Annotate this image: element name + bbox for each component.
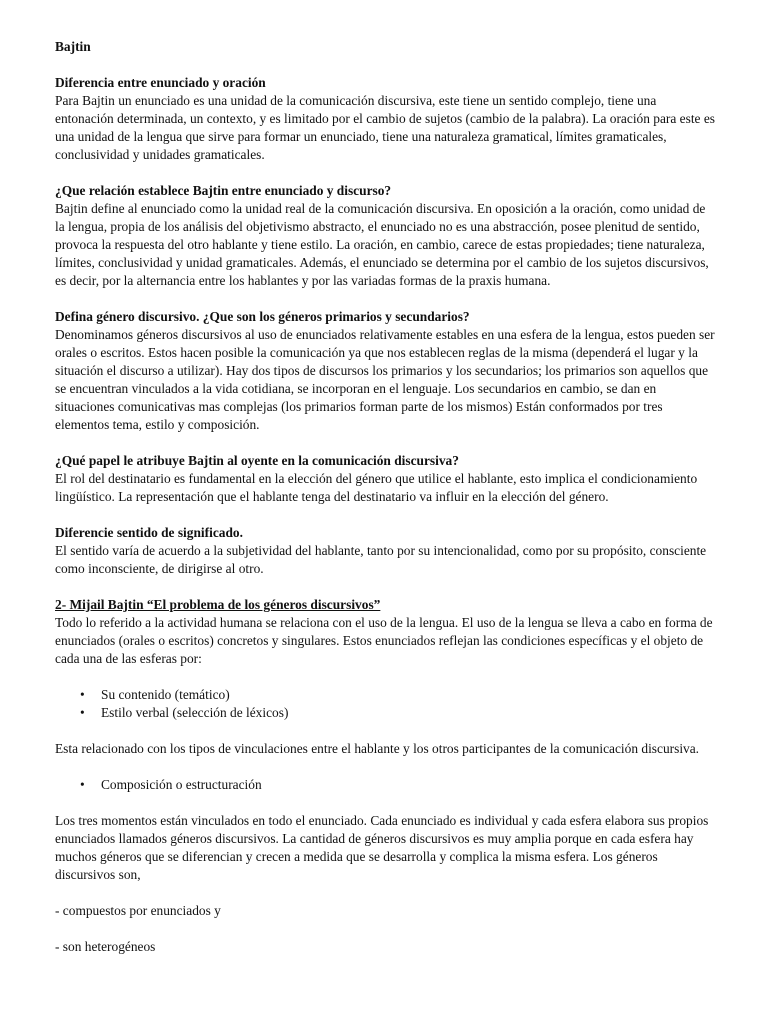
spacer	[55, 290, 715, 308]
spacer	[55, 56, 715, 74]
part2-intro: Todo lo referido a la actividad humana se relaciona con el uso de la lengua. El uso de la lengua se lleva a cabo en forma de enunciados (orales o escritos) concretos y singulares. Estos enunciados reflejan las condiciones específicas y el objeto de cada una de las esferas por:	[55, 615, 713, 666]
spacer	[55, 758, 715, 776]
bullet-item: • Estilo verbal (selección de léxicos)	[101, 704, 715, 722]
section-heading: Defina género discursivo. ¿Que son los géneros primarios y secundarios?	[55, 309, 470, 324]
bullet-list	[55, 686, 715, 722]
dash-list-item: - compuestos por enunciados y	[55, 903, 221, 918]
part2-heading: 2- Mijail Bajtin “El problema de los géneros discursivos”	[55, 597, 381, 612]
dash-list-item: - son heterogéneos	[55, 939, 156, 954]
document-title: Bajtin	[55, 39, 91, 54]
section-heading: ¿Que relación establece Bajtin entre enunciado y discurso?	[55, 183, 392, 198]
section-heading: ¿Qué papel le atribuye Bajtin al oyente en la comunicación discursiva?	[55, 453, 459, 468]
spacer	[55, 578, 715, 596]
document-page	[55, 38, 715, 956]
section-body: Bajtin define al enunciado como la unidad real de la comunicación discursiva. En oposición a la oración, como unidad de la lengua, propia de los análisis del objetivismo abstracto, el enunciado no es una abstracción, posee plenitud de sentido, provoca la respuesta del otro hablante y tiene estilo. La oración, en cambio, carece de estas propiedades; tiene naturaleza, límites, conclusividad y unidad gramaticales. Además, el enunciado se determina por el cambio de los sujetos discursivos, es decir, por la alternancia entre los hablantes y por las variadas formas de la praxis humana.	[55, 201, 709, 288]
spacer	[55, 794, 715, 812]
part2-relation: Esta relacionado con los tipos de vinculaciones entre el hablante y los otros participantes de la comunicación discursiva.	[55, 741, 700, 756]
section-heading: Diferencie sentido de significado.	[55, 525, 243, 540]
spacer	[55, 506, 715, 524]
section-heading: Diferencia entre enunciado y oración	[55, 75, 266, 90]
bullet-list	[55, 776, 715, 794]
spacer	[55, 884, 715, 902]
spacer	[55, 164, 715, 182]
section-body: Para Bajtin un enunciado es una unidad de la comunicación discursiva, este tiene un sentido complejo, tiene una entonación determinada, un contexto, y es limitado por el cambio de sujetos (cambio de la palabra). La oración para este es una unidad de la lengua que sirve para formar un enunciado, tiene una naturaleza gramatical, límites gramaticales, conclusividad y unidades gramaticales.	[55, 93, 715, 162]
section-body: El rol del destinatario es fundamental en la elección del género que utilice el hablante, esto implica el condicionamiento lingüístico. La representación que el hablante tenga del destinatario va influir en la elección del género.	[55, 471, 698, 504]
spacer	[55, 668, 715, 686]
part2-moments: Los tres momentos están vinculados en todo el enunciado. Cada enunciado es individual y cada esfera elabora sus propios enunciados llamados géneros discursivos. La cantidad de géneros discursivos es muy amplia porque en cada esfera hay muchos géneros que se diferencian y crecen a medida que se desarrolla y complica la misma esfera. Los géneros discursivos son,	[55, 813, 709, 882]
bullet-item: • Su contenido (temático)	[101, 686, 715, 704]
section-body: El sentido varía de acuerdo a la subjetividad del hablante, tanto por su intencionalidad, como por su propósito, consciente como inconsciente, de dirigirse al otro.	[55, 543, 707, 576]
spacer	[55, 434, 715, 452]
section-body: Denominamos géneros discursivos al uso de enunciados relativamente estables en una esfera de la lengua, estos pueden ser orales o escritos. Estos hacen posible la comunicación ya que nos establecen reglas de la misma (dependerá el lugar y la situación el discurso a utilizar). Hay dos tipos de discursos los primarios y los secundarios; los primarios son aquellos que se encuentran vinculados a la vida cotidiana, se incorporan en el lenguaje. Los secundarios en cambio, se dan en situaciones comunicativas mas complejas (los primarios forman parte de los mismos) Están conformados por tres elementos tema, estilo y composición.	[55, 327, 715, 432]
spacer	[55, 722, 715, 740]
spacer	[55, 920, 715, 938]
bullet-item: • Composición o estructuración	[101, 776, 715, 794]
